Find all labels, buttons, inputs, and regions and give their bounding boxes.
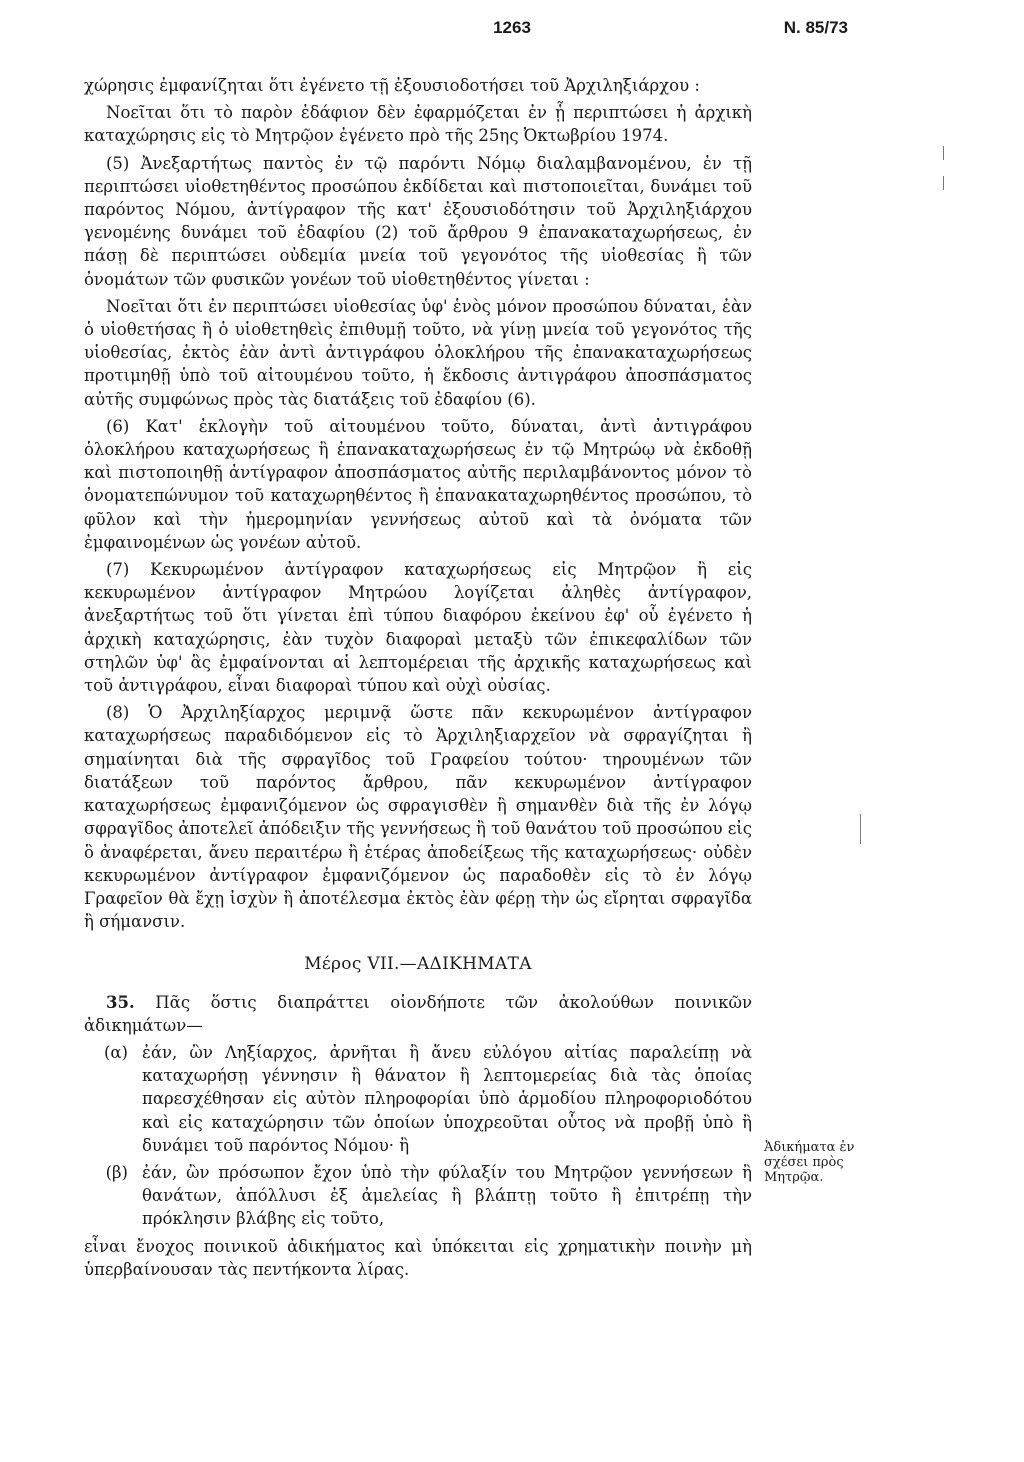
section-35-item-b	[84, 1161, 752, 1231]
item-label: (α)	[103, 1042, 128, 1062]
subsection-8: (8) Ὁ Ἀρχιληξίαρχος μεριμνᾷ ὥστε πᾶν κεκυρωμένον ἀντίγραφον καταχωρήσεως παραδιδόμενον εἰς τὸ Ἀρχιληξιαρχεῖον νὰ σφραγίζηται ἢ σημαίνηται διὰ τῆς σφραγῖδος τοῦ Γραφείου τούτου· τηρουμένων τῶν διατάξεων τοῦ παρόντος ἄρθρου, πᾶν κεκυρωμένον ἀντίγραφον καταχωρήσεως ἐμφανιζόμενον ὡς σφραγισθὲν ἢ σημανθὲν διὰ τῆς ἐν λόγῳ σφραγῖδος ἀποτελεῖ ἀπόδειξιν τῆς γεννήσεως ἢ τοῦ θανάτου τοῦ προσώπου εἰς ὃ ἀναφέρεται, ἄνευ περαιτέρω ἢ ἑτέρας ἀποδείξεως τῆς καταχωρήσεως· οὐδὲν κεκυρωμένον ἀντίγραφον ἐμφανιζόμενον ὡς παραδοθὲν εἰς τὸ ἐν λόγῳ Γραφεῖον θὰ ἔχῃ ἰσχὺν ἢ ἀποτέλεσμα ἐκτὸς ἐὰν φέρῃ τὴν ὡς εἴρηται σφραγῖδα ἢ σήμανσιν.	[84, 703, 752, 932]
subsection-5: (5) Ἀνεξαρτήτως παντὸς ἐν τῷ παρόντι Νόμῳ διαλαμβανομένου, ἐν τῇ περιπτώσει υἱοθετηθέντος προσώπου ἐκδίδεται καὶ πιστοποιεῖται, δυνάμει τοῦ παρόντος Νόμου, ἀντίγραφον τῆς κατ' ἐξουσιοδότησιν τοῦ Ἀρχιληξιάρχου γενομένης δυνάμει τοῦ ἐδαφίου (2) τοῦ ἄρθρου 9 ἐπανακαταχωρήσεως, ἐν πάσῃ δὲ περιπτώσει οὐδεμία μνεία τοῦ γεγονότος τῆς υἱοθεσίας ἢ τῶν ὀνομάτων τῶν φυσικῶν γονέων τοῦ υἱοθετηθέντος γίνεται :	[84, 153, 752, 289]
item-text: ἐάν, ὢν Ληξίαρχος, ἀρνῆται ἢ ἄνευ εὐλόγου αἰτίας παραλείπῃ νὰ καταχωρήσῃ γέννησιν ἢ θάνατον ἢ λεπτομερείας διὰ τὰς ὁποίας παρεσχέθησαν εἰς αὐτὸν πληροφορίαι ὑπὸ ἁρμοδίου πληροφοριοδότου καὶ εἰς καταχώρησιν τῶν ὁποίων ὑποχρεοῦται οὗτος νὰ προβῇ ὑπὸ ἢ δυνάμει τοῦ παρόντος Νόμου· ἢ	[142, 1042, 752, 1155]
section-35-conclusion: εἶναι ἔνοχος ποινικοῦ ἀδικήματος καὶ ὑπόκειται εἰς χρηματικὴν ποινὴν μὴ ὑπερβαίνουσαν τὰς πεντήκοντα λίρας.	[84, 1236, 752, 1279]
part-heading: Μέρος VII.—ΑΔΙΚΗΜΑΤΑ	[304, 954, 532, 975]
paragraph-continuation: χώρησις ἐμφανίζηται ὅτι ἐγένετο τῇ ἐξουσιοδοτήσει τοῦ Ἀρχιληξιάρχου :	[84, 76, 700, 95]
proviso-paragraph: Νοεῖται ὅτι τὸ παρὸν ἐδάφιον δὲν ἐφαρμόζεται ἐν ᾗ περιπτώσει ἡ ἀρχικὴ καταχώρησις εἰς τὸ Μητρῷον ἐγένετο πρὸ τῆς 25ης Ὀκτωβρίου 1974.	[84, 103, 752, 146]
section-35-number: 35.	[106, 992, 135, 1012]
document-body	[84, 74, 752, 1285]
item-label: (β)	[105, 1162, 128, 1182]
margin-rule-mark	[943, 146, 944, 160]
page-number: 1263	[493, 18, 531, 37]
section-35-intro	[84, 991, 752, 1037]
law-number: Ν. 85/73	[783, 18, 848, 37]
subsection-7: (7) Κεκυρωμένον ἀντίγραφον καταχωρήσεως εἰς Μητρῷον ἢ εἰς κεκυρωμένον ἀντίγραφον Μητρώου λογίζεται ἀληθὲς ἀντίγραφον, ἀνεξαρτήτως τοῦ ὅτι γίνεται ἐπὶ τύπου διαφόρου ἐκείνου ἐφ' οὗ ἐγένετο ἡ ἀρχικὴ καταχώρησις, ἐὰν τυχὸν διαφοραὶ μεταξὺ τῶν ἐπικεφαλίδων τῶν στηλῶν ὑφ' ἃς ἐμφαίνονται αἱ λεπτομέρειαι τῆς ἀρχικῆς καταχωρήσεως καὶ τοῦ ἀντιγράφου, εἶναι διαφοραὶ τύπου καὶ οὐχὶ οὐσίας.	[84, 560, 752, 696]
margin-rule-mark	[860, 814, 861, 844]
section-35-intro-text: Πᾶς ὅστις διαπράττει οἱονδήποτε τῶν ἀκολούθων ποινικῶν ἀδικημάτων—	[84, 992, 752, 1035]
item-text: ἐάν, ὢν πρόσωπον ἔχον ὑπὸ τὴν φύλαξίν του Μητρῷον γεννήσεων ἢ θανάτων, ἀπόλλυσι ἐξ ἀμελείας ἢ βλάπτῃ τοῦτο ἢ ἐπιτρέπῃ τὴν πρόκλησιν βλάβης εἰς τοῦτο,	[142, 1162, 752, 1229]
margin-note: Ἀδικήματα ἐν σχέσει πρὸς Μητρῷα.	[764, 1140, 855, 1185]
section-35-item-a	[84, 1041, 752, 1157]
margin-rule-mark	[943, 176, 944, 190]
proviso-paragraph-2: Νοεῖται ὅτι ἐν περιπτώσει υἱοθεσίας ὑφ' ἑνὸς μόνον προσώπου δύναται, ἐὰν ὁ υἱοθετήσας ἢ ὁ υἱοθετηθεὶς ἐπιθυμῇ τοῦτο, νὰ γίνῃ μνεία τοῦ γεγονότος τῆς υἱοθεσίας, ἐκτὸς ἐὰν ἀντὶ ἀντιγράφου ὁλοκλήρου τῆς ἐπανακαταχωρήσεως προτιμηθῇ ὑπὸ τοῦ αἰτουμένου τοῦτο, ἡ ἔκδοσις ἀντιγράφου ἀποσπάσματος αὐτῆς συμφώνως πρὸς τὰς διατάξεις τοῦ ἐδαφίου (6).	[84, 296, 752, 409]
subsection-6: (6) Κατ' ἐκλογὴν τοῦ αἰτουμένου τοῦτο, δύναται, ἀντὶ ἀντιγράφου ὁλοκλήρου καταχωρήσεως ἢ ἐπανακαταχωρήσεως ἐν τῷ Μητρώῳ νὰ ἐκδοθῇ καὶ πιστοποιηθῇ ἀντίγραφον ἀποσπάσματος αὐτῆς περιλαμβάνοντος μόνον τὸ ὀνοματεπώνυμον τοῦ καταχωρηθέντος ἢ ἐπανακαταχωρηθέντος προσώπου, τὸ φῦλον καὶ τὴν ἡμερομηνίαν γεννήσεως αὐτοῦ καὶ τὰ ὀνόματα τῶν ἐμφαινομένων ὡς γονέων αὐτοῦ.	[84, 416, 752, 552]
